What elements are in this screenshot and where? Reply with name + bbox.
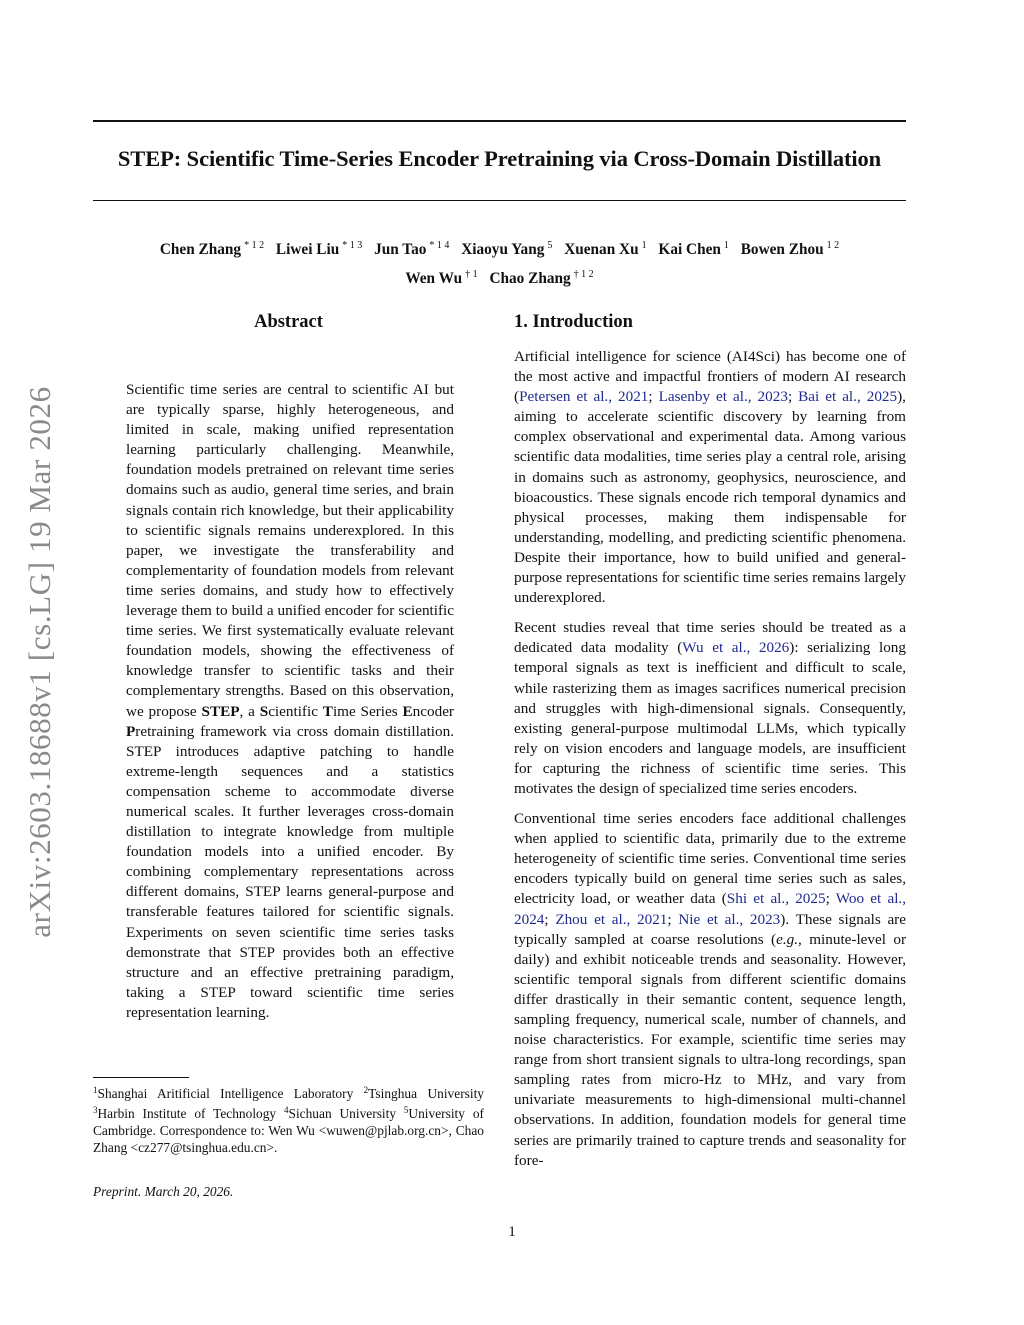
introduction-text bbox=[514, 347, 906, 1181]
author: Chen Zhang $^{* 1 2}$ bbox=[159, 240, 265, 258]
abstract-text: Scientific time series are central to scientific AI but are typically sparse, highly heterogeneous, and limited in scale, making unified representation learning particularly challenging. Meanwhile, foundation models pretrained on relevant time series domains such as audio, general time series, and brain signals contain rich knowledge, but their applicability to scientific signals remains underexplored. In this paper, we investigate the transferability and complementarity of foundation models from relevant time series domains, and study how to effectively leverage them to build a unified encoder for scientific time series. We first systematically evaluate relevant foundation models, showing the effectiveness of knowledge transfer to scientific tasks and their complementary strengths. Based on this observation, we propose STEP, a Scientific Time Series Encoder Pretraining framework via cross domain distillation. STEP introduces adaptive patching to handle extreme-length sequences and a statistics compensation scheme to accommodate diverse numerical scales. It further leverages cross-domain distillation to integrate knowledge from multiple foundation models into a unified encoder. By combining complementary representations across different domains, STEP learns general-purpose and transferable features tailored for scientific signals. Experiments on seven scientific time series tasks demonstrate that STEP provides both an effective structure and an effective pretraining paradigm, taking a STEP toward scientific time series representation learning. bbox=[126, 381, 454, 1021]
citation-link[interactable]: Woo et al., 2024 bbox=[514, 890, 907, 928]
author: Wen Wu $^{\dagger 1}$ bbox=[405, 269, 478, 287]
footnote-rule bbox=[93, 1077, 189, 1078]
affiliations-footnote: $^1$Shanghai Aritificial Intelligence Laboratory $^2$Tsinghua University $^3$Harbin Institute of Technology $^4$Sichuan University $^5$University of Cambridge. Correspondence to: Wen Wu <wuwen@pjlab.org.cn>, Chao Zhang <cz277@tsinghua.edu.cn>. bbox=[93, 1085, 484, 1155]
author: Bowen Zhou $^{1 2}$ bbox=[740, 240, 840, 258]
citation-link[interactable]: Zhou et al., 2021 bbox=[555, 910, 668, 928]
author: Kai Chen $^1$ bbox=[658, 240, 729, 258]
citation-link[interactable]: Bai et al., 2025 bbox=[798, 388, 898, 406]
preprint-note: Preprint. March 20, 2026. bbox=[93, 1184, 234, 1199]
author: Jun Tao $^{* 1 4}$ bbox=[374, 240, 450, 258]
citation-link[interactable]: Wu et al., 2026 bbox=[682, 639, 790, 657]
arxiv-identifier: arXiv:2603.18688v1 [cs.LG] 19 Mar 2026 bbox=[22, 386, 57, 938]
citation-link[interactable]: Lasenby et al., 2023 bbox=[658, 388, 788, 406]
page-number: 1 bbox=[508, 1224, 516, 1240]
title-rule-bottom bbox=[93, 200, 906, 201]
intro-paragraph: Artificial intelligence for science (AI4Sci) has become one of the most active and impactful frontiers of modern AI research (Petersen et al., 2021; Lasenby et al., 2023; Bai et al., 2025), aiming to accelerate scientific discovery by learning from complex observational and experimental data. Among various scientific data modalities, time series play a central role, arising in domains such as astronomy, geophysics, neuroscience, and bioacoustics. These signals encode rich temporal dynamics and physical processes, making them indispensable for understanding, modelling, and predicting scientific phenomena. Despite their importance, how to build unified and general-purpose representations for scientific time series remains largely underexplored. bbox=[514, 348, 906, 607]
citation-link[interactable]: Nie et al., 2023 bbox=[678, 910, 781, 928]
author: Xiaoyu Yang $^5$ bbox=[461, 240, 553, 258]
introduction-heading: 1. Introduction bbox=[514, 312, 633, 332]
author: Chao Zhang $^{\dagger 1 2}$ bbox=[489, 269, 594, 287]
correspondence: Correspondence to: Wen Wu <wuwen@pjlab.org.cn>, Chao Zhang <cz277@tsinghua.edu.cn>. bbox=[93, 1123, 484, 1155]
abstract-heading: Abstract bbox=[254, 312, 323, 332]
title-rule-top bbox=[93, 120, 906, 122]
author-list bbox=[93, 233, 906, 291]
intro-paragraph: Conventional time series encoders face additional challenges when applied to scientific data, primarily due to the extreme heterogeneity of scientific time series. Conventional time series encoders typically build on general time series such as sales, electricity load, or weather data (Shi et al., 2025; Woo et al., 2024; Zhou et al., 2021; Nie et al., 2023). These signals are typically sampled at coarse resolutions (e.g., minute-level or daily) and exhibit noticeable trends and seasonality. However, scientific temporal signals from different scientific domains differ drastically in their semantic content, sequence length, sampling frequency, numerical scale, number of channels, and noise characteristics. For example, scientific time series may range from short transient signals to ultra-long recordings, span sampling rates from micro-Hz to MHz, and vary from univariate measurements to high-dimensional multi-channel observations. In addition, foundation models for general time series are primarily trained to capture trends and seasonality for fore- bbox=[514, 810, 907, 1169]
citation-link[interactable]: Shi et al., 2025 bbox=[726, 890, 826, 908]
author: Xuenan Xu $^1$ bbox=[564, 240, 647, 258]
paper-title: STEP: Scientific Time-Series Encoder Pretraining via Cross-Domain Distillation bbox=[117, 146, 882, 171]
author: Liwei Liu $^{* 1 3}$ bbox=[275, 240, 363, 258]
citation-link[interactable]: Petersen et al., 2021 bbox=[519, 388, 649, 406]
intro-paragraph: Recent studies reveal that time series should be treated as a dedicated data modality (Wu et al., 2026): serializing long temporal signals as text is inefficient and difficult to scale, while rasterizing them as images sacrifices numerical precision and struggles with high-dimensional signals. Consequently, existing general-purpose multimodal LLMs, which typically rely on vision encoders and language models, are insufficient for capturing the richness of scientific time series. This motivates the design of specialized time series encoders. bbox=[514, 619, 906, 797]
